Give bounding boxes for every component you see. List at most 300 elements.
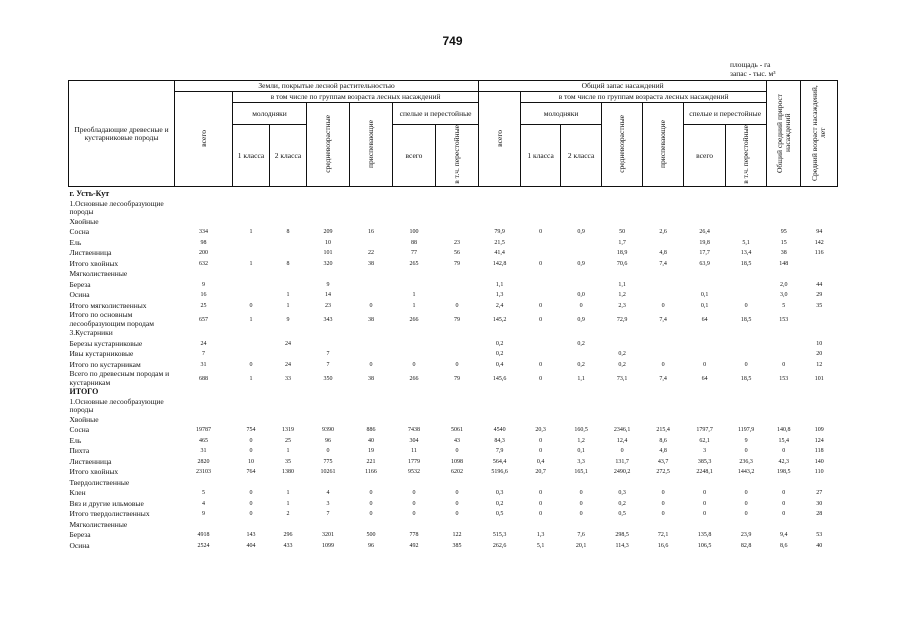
cell-value: 296 (283, 532, 293, 539)
cell-value: 272,5 (656, 469, 670, 476)
cell-value (643, 280, 684, 291)
cell-value (307, 200, 350, 217)
cell-value: 0 (579, 500, 583, 507)
cell-value (479, 269, 521, 280)
row-label: 1.Основные лесообразующие породы (69, 199, 164, 216)
cell-value: 5,1 (536, 542, 545, 549)
cell-value: 15,4 (778, 437, 789, 444)
cell-value: 20,1 (575, 542, 587, 549)
cell-value: 5061 (451, 427, 464, 434)
cell-value: 0 (249, 490, 253, 497)
cell-value: 0 (579, 511, 583, 518)
cell-value: 8,6 (659, 437, 667, 444)
cell-value (233, 387, 270, 398)
cell-value (436, 290, 479, 301)
cell-value: 9390 (322, 427, 334, 434)
cell-value (643, 339, 684, 350)
cell-value: 0 (455, 500, 459, 507)
cell-value: 24 (285, 340, 291, 347)
cell-value: 64 (701, 316, 708, 323)
row-label: Хвойные (69, 414, 99, 424)
cell-value: 0 (782, 448, 786, 455)
cell-value (726, 217, 767, 228)
row-label: Итого по основным лесообразующим породам (69, 311, 154, 328)
cell-value: 0 (539, 490, 543, 497)
cell-value: 778 (409, 532, 419, 539)
cell-value: 764 (246, 469, 256, 476)
cell-value: 7,4 (659, 375, 667, 382)
cell-value: 101 (814, 375, 824, 382)
cell-value (479, 398, 521, 415)
cell-value (684, 200, 726, 217)
cell-value: 40 (368, 437, 374, 444)
cell-value: 0 (369, 361, 373, 368)
cell-value (684, 187, 726, 200)
cell-value (602, 217, 643, 228)
cell-value: 0 (455, 302, 459, 309)
cell-value: 0 (249, 302, 253, 309)
cell-value: 0 (412, 511, 416, 518)
cell-value: 7 (326, 511, 330, 518)
row-label: Береза (69, 530, 91, 539)
cell-value: 106,5 (697, 542, 712, 549)
cell-value: 0,3 (618, 490, 626, 497)
cell-value (726, 478, 767, 489)
cell-value (270, 280, 307, 291)
table-row (69, 478, 838, 489)
units-note (730, 60, 810, 78)
cell-value: 7 (202, 351, 205, 358)
cell-value: 0 (455, 511, 459, 518)
row-label: Итого хвойных (69, 258, 119, 268)
cell-value (521, 339, 561, 350)
cell-value (602, 200, 643, 217)
cell-value: 38 (368, 260, 374, 267)
table-row (69, 446, 838, 457)
cell-value: 7,9 (495, 448, 504, 455)
cell-value: 2248,1 (696, 469, 713, 476)
cell-value (801, 398, 838, 415)
forest-stock-table (68, 80, 838, 551)
cell-value (479, 200, 521, 217)
cell-value: 50 (619, 229, 626, 236)
cell-value: 43,7 (657, 458, 669, 465)
cell-value: 23,9 (740, 532, 752, 539)
cell-value: 3,3 (577, 458, 585, 465)
cell-value: 688 (199, 375, 208, 382)
cell-value (233, 217, 270, 228)
cell-value (521, 328, 561, 339)
cell-value (350, 398, 393, 415)
cell-value (521, 415, 561, 426)
cell-value (561, 238, 602, 249)
cell-value: 140,8 (776, 427, 791, 434)
cell-value (561, 248, 602, 259)
cell-value (233, 187, 270, 200)
cell-value: 16,6 (657, 542, 669, 549)
cell-value: 56 (454, 250, 461, 257)
cell-value (726, 269, 767, 280)
cell-value (561, 398, 602, 415)
row-label: Хвойные (69, 216, 99, 226)
cell-value: 0,9 (577, 229, 585, 236)
cell-value: 114,3 (615, 542, 629, 549)
cell-value: 10 (248, 458, 254, 465)
cell-value: 1166 (365, 469, 377, 476)
cell-value: 1 (249, 375, 253, 382)
cell-value (270, 415, 307, 426)
cell-value: 500 (366, 532, 376, 539)
cell-value: 42,3 (778, 458, 789, 465)
cell-value: 23 (454, 239, 461, 246)
cell-value: 40 (816, 542, 823, 549)
cell-value (801, 187, 838, 200)
cell-value: 13,4 (740, 250, 752, 257)
cell-value: 44 (816, 281, 823, 288)
table-row (69, 467, 838, 478)
cell-value: 334 (199, 229, 208, 236)
row-label: Березы кустарниковые (69, 338, 143, 348)
cell-value: 20,7 (535, 469, 546, 476)
cell-value: 15 (780, 239, 787, 246)
cell-value (436, 217, 479, 228)
row-label: Сосна (69, 227, 90, 236)
cell-value (307, 328, 350, 339)
cell-value (233, 238, 270, 249)
cell-value (233, 269, 270, 280)
cell-value (726, 387, 767, 398)
cell-value (767, 328, 801, 339)
cell-value (393, 187, 436, 200)
cell-value (561, 415, 602, 426)
cell-value (643, 349, 684, 360)
cell-value: 4540 (493, 427, 506, 434)
cell-value: 7438 (408, 427, 420, 434)
cell-value (307, 339, 350, 350)
cell-value: 1797,7 (696, 427, 713, 434)
cell-value: 0 (782, 361, 786, 368)
cell-value: 131,7 (615, 458, 629, 465)
cell-value: 2524 (197, 542, 210, 549)
cell-value: 70,6 (616, 260, 628, 267)
cell-value: 3201 (322, 532, 334, 539)
cell-value: 5,1 (742, 239, 750, 246)
cell-value: 11 (411, 448, 417, 455)
cell-value (350, 328, 393, 339)
cell-value: 7 (326, 351, 330, 358)
cell-value: 18,5 (740, 375, 752, 382)
cell-value (801, 478, 838, 489)
cell-value (233, 478, 270, 489)
cell-value (233, 328, 270, 339)
cell-value: 63,9 (699, 260, 710, 267)
cell-value (350, 269, 393, 280)
cell-value: 2,4 (495, 302, 504, 309)
cell-value: 0 (661, 302, 665, 309)
cell-value (726, 349, 767, 360)
cell-value: 165,1 (574, 469, 588, 476)
cell-value: 79 (454, 316, 461, 323)
cell-value: 1779 (408, 458, 420, 465)
cell-value: 0 (369, 500, 373, 507)
table-row (69, 541, 838, 552)
cell-value (684, 478, 726, 489)
cell-value: 298,5 (615, 532, 629, 539)
cell-value (643, 238, 684, 249)
stock-maturing-header: приспевающие (643, 103, 684, 187)
cell-value (233, 415, 270, 426)
stock-young-header: молодняки (521, 103, 602, 125)
cell-value: 26,4 (699, 229, 710, 236)
cell-value: 20,3 (535, 427, 546, 434)
table-row (69, 488, 838, 499)
cell-value: 0,2 (577, 340, 585, 347)
cell-value: 0 (539, 375, 543, 382)
cell-value: 142 (814, 239, 824, 246)
cell-value (479, 520, 521, 531)
cell-value (175, 415, 233, 426)
cell-value (767, 398, 801, 415)
cell-value: 0 (744, 448, 748, 455)
cell-value (521, 200, 561, 217)
cell-value: 0 (369, 302, 373, 309)
avg-age-header: Средний возраст насаждений, лет (801, 81, 838, 187)
cell-value: 1 (286, 490, 290, 497)
cell-value: 0,4 (495, 361, 504, 368)
cell-value: 0,1 (577, 448, 585, 455)
cell-value: 1 (286, 302, 290, 309)
cell-value: 30 (816, 500, 823, 507)
cell-value (643, 217, 684, 228)
cell-value (436, 280, 479, 291)
cell-value (684, 520, 726, 531)
stock-overmature-header: в т.ч. перестойные (726, 125, 767, 187)
cell-value: 109 (814, 427, 824, 434)
cell-value (270, 398, 307, 415)
cell-value: 0 (703, 511, 707, 518)
cell-value: 145,2 (492, 316, 507, 323)
cell-value (175, 217, 233, 228)
cell-value: 0 (455, 448, 459, 455)
cell-value: 96 (368, 542, 374, 549)
cell-value: 0 (744, 490, 748, 497)
cell-value: 22 (368, 250, 374, 257)
cell-value (602, 328, 643, 339)
cell-value: 0,2 (495, 500, 504, 507)
cell-value: 4918 (197, 532, 210, 539)
cell-value: 142,8 (492, 260, 507, 267)
cell-value: 94 (816, 229, 823, 236)
cell-value: 0 (455, 490, 459, 497)
cell-value (684, 269, 726, 280)
cell-value: 200 (199, 250, 208, 257)
area-mature-total-header: всего (393, 125, 436, 187)
cell-value: 1 (286, 448, 290, 455)
area-young-header: молодняки (233, 103, 307, 125)
cell-value: 0 (412, 500, 416, 507)
cell-value (175, 478, 233, 489)
cell-value (521, 269, 561, 280)
cell-value (270, 200, 307, 217)
row-label: Итого мягколиственных (69, 300, 147, 310)
cell-value: 215,4 (656, 427, 670, 434)
cell-value: 0,0 (577, 292, 585, 299)
units-stock: запас - тыс. м³ (730, 69, 776, 78)
table-row (69, 349, 838, 360)
cell-value: 62,1 (699, 437, 710, 444)
cell-value: 266 (409, 316, 419, 323)
cell-value: 433 (283, 542, 293, 549)
cell-value: 1,2 (618, 292, 626, 299)
cell-value: 41,4 (494, 250, 505, 257)
cell-value: 79,9 (494, 229, 505, 236)
cell-value: 23 (325, 302, 331, 309)
cell-value (436, 328, 479, 339)
cell-value: 0 (782, 490, 786, 497)
cell-value: 1,1 (577, 375, 585, 382)
stock-by-age-header: в том числе по группам возраста лесных насаждений (521, 92, 767, 103)
table-row (69, 499, 838, 510)
cell-value: 265 (409, 260, 419, 267)
cell-value: 1,1 (618, 281, 626, 288)
cell-value: 79 (454, 375, 461, 382)
cell-value (393, 387, 436, 398)
cell-value (350, 339, 393, 350)
cell-value: 515,3 (492, 532, 507, 539)
cell-value: 0 (539, 229, 543, 236)
cell-value (726, 415, 767, 426)
cell-value: 350 (323, 375, 333, 382)
cell-value (350, 217, 393, 228)
cell-value: 0,5 (495, 511, 504, 518)
cell-value (175, 328, 233, 339)
cell-value (726, 398, 767, 415)
cell-value: 1197,9 (738, 427, 755, 434)
cell-value (270, 478, 307, 489)
cell-value (175, 187, 233, 200)
stock-middle-header: средневозрастные (602, 103, 643, 187)
cell-value (479, 478, 521, 489)
cell-value: 0 (744, 511, 748, 518)
cell-value (436, 478, 479, 489)
row-label: Клен (69, 488, 86, 497)
cell-value: 4,8 (659, 250, 667, 257)
cell-value: 148 (779, 260, 789, 267)
cell-value: 31 (200, 361, 207, 368)
table-row (69, 387, 838, 398)
cell-value: 95 (780, 229, 787, 236)
cell-value: 0,9 (577, 260, 585, 267)
cell-value (801, 328, 838, 339)
row-label: 3.Кустарники (69, 328, 113, 337)
cell-value (436, 227, 479, 238)
cell-value (684, 387, 726, 398)
cell-value: 0 (539, 511, 543, 518)
cell-value (270, 269, 307, 280)
cell-value: 0 (249, 361, 253, 368)
cell-value: 24 (285, 361, 291, 368)
cell-value: 0 (703, 361, 707, 368)
cell-value (561, 349, 602, 360)
cell-value: 35 (285, 458, 291, 465)
cell-value (479, 387, 521, 398)
cell-value (350, 520, 393, 531)
cell-value (561, 328, 602, 339)
cell-value: 0,9 (577, 316, 585, 323)
cell-value: 73,1 (616, 375, 628, 382)
cell-value (393, 339, 436, 350)
cell-value (393, 349, 436, 360)
cell-value (393, 280, 436, 291)
cell-value (479, 328, 521, 339)
row-label: 1.Основные лесообразующие породы (69, 397, 164, 414)
page-number: 749 (442, 34, 463, 48)
cell-value: 33 (285, 375, 291, 382)
units-area: площадь - га (730, 60, 771, 69)
cell-value (479, 187, 521, 200)
cell-value: 492 (409, 542, 419, 549)
table-row (69, 328, 838, 339)
cell-value (684, 280, 726, 291)
cell-value: 0 (249, 448, 253, 455)
row-label: Твердолиственные (69, 477, 130, 487)
cell-value (521, 290, 561, 301)
stock-class1-header: 1 класса (521, 125, 561, 187)
cell-value: 385,3 (697, 458, 712, 465)
cell-value: 82,8 (740, 542, 752, 549)
cell-value (270, 238, 307, 249)
cell-value: 0 (782, 500, 786, 507)
cell-value: 0,2 (577, 361, 585, 368)
cell-value: 9 (202, 281, 205, 288)
cell-value: 0,1 (700, 302, 709, 309)
row-label: Осина (69, 290, 90, 299)
cell-value: 19787 (196, 427, 211, 434)
cell-value (767, 478, 801, 489)
row-label: Пихта (69, 446, 90, 455)
cell-value: 16 (368, 229, 374, 236)
cell-value (521, 238, 561, 249)
cell-value (175, 269, 233, 280)
cell-value: 0 (369, 511, 373, 518)
table-row (69, 530, 838, 541)
cell-value: 0 (744, 361, 748, 368)
cell-value: 98 (200, 239, 207, 246)
cell-value (521, 387, 561, 398)
cell-value: 4 (326, 490, 330, 497)
cell-value (436, 200, 479, 217)
table-row (69, 425, 838, 436)
cell-value: 657 (199, 316, 208, 323)
cell-value: 100 (409, 229, 419, 236)
table-row (69, 217, 838, 228)
cell-value (684, 398, 726, 415)
cell-value (767, 269, 801, 280)
cell-value (767, 415, 801, 426)
cell-value (307, 269, 350, 280)
cell-value: 35 (816, 302, 823, 309)
cell-value: 465 (199, 437, 208, 444)
cell-value: 0 (744, 302, 748, 309)
cell-value (436, 187, 479, 200)
cell-value: 0 (539, 448, 543, 455)
cell-value: 18,5 (740, 316, 752, 323)
cell-value (350, 280, 393, 291)
cell-value: 1098 (451, 458, 464, 465)
cell-value (767, 339, 801, 350)
cell-value (270, 248, 307, 259)
cell-value: 0 (661, 490, 665, 497)
